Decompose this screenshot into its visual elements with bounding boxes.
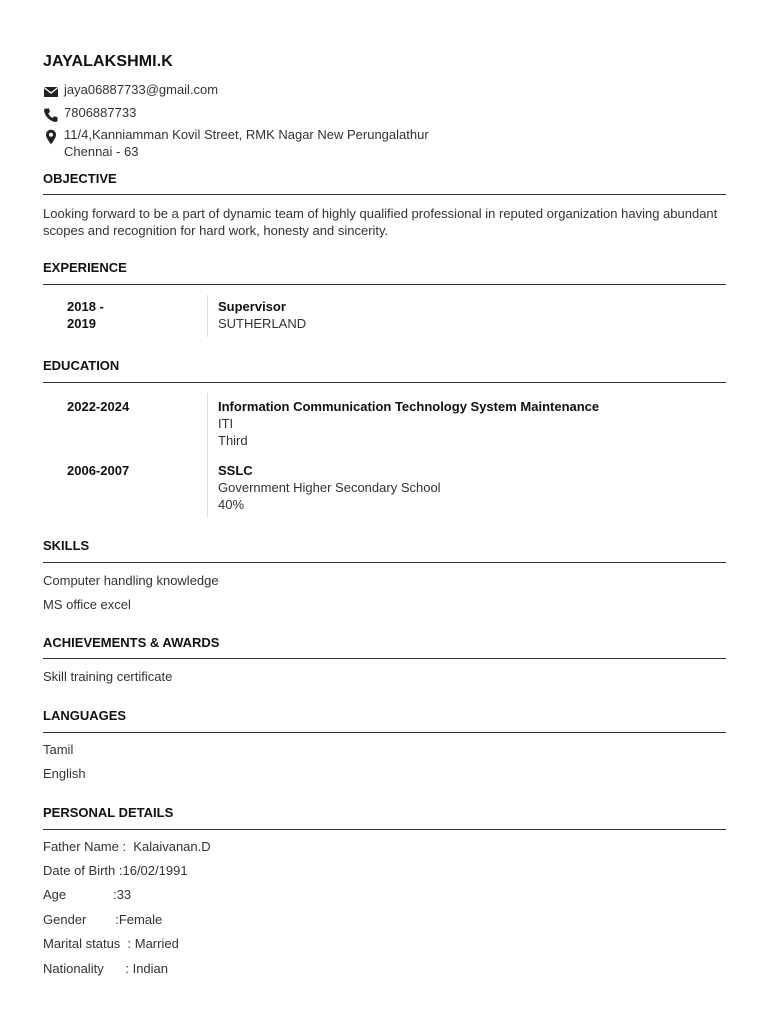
experience-date bbox=[67, 298, 187, 332]
languages-divider bbox=[43, 732, 726, 733]
phone-text: 7806887733 bbox=[64, 105, 137, 120]
education-institute: ITI bbox=[218, 416, 234, 431]
education-result: 40% bbox=[218, 497, 245, 512]
experience-company: SUTHERLAND bbox=[218, 316, 307, 331]
skill-item: MS office excel bbox=[43, 597, 131, 612]
personal-details-heading: PERSONAL DETAILS bbox=[43, 805, 174, 820]
languages-heading: LANGUAGES bbox=[43, 708, 127, 723]
education-date: 2006-2007 bbox=[67, 463, 130, 478]
personal-detail-row: Age :33 bbox=[43, 887, 132, 902]
language-item: English bbox=[43, 766, 86, 781]
map-pin-icon bbox=[43, 129, 59, 145]
personal-detail-row: Father Name : Kalaivanan.D bbox=[43, 839, 211, 854]
education-course: Information Communication Technology System Maintenance bbox=[218, 399, 600, 414]
experience-heading: EXPERIENCE bbox=[43, 260, 127, 275]
experience-role: Supervisor bbox=[218, 299, 286, 314]
personal-details-divider bbox=[43, 829, 726, 830]
language-item: Tamil bbox=[43, 742, 74, 757]
personal-detail-row: Gender :Female bbox=[43, 912, 163, 927]
achievement-item: Skill training certificate bbox=[43, 669, 173, 684]
address-line-2: Chennai - 63 bbox=[64, 144, 139, 159]
email-text: jaya06887733@gmail.com bbox=[64, 82, 219, 97]
education-divider bbox=[43, 382, 726, 383]
education-entry bbox=[218, 398, 599, 449]
education-heading: EDUCATION bbox=[43, 358, 120, 373]
education-institute: Government Higher Secondary School bbox=[218, 480, 441, 495]
education-timeline-bar bbox=[207, 393, 208, 517]
skills-heading: SKILLS bbox=[43, 538, 90, 553]
experience-date-start: 2018 - bbox=[67, 299, 104, 314]
envelope-icon bbox=[43, 84, 59, 100]
candidate-name: JAYALAKSHMI.K bbox=[43, 53, 173, 70]
experience-entry bbox=[218, 298, 306, 332]
education-result: Third bbox=[218, 433, 248, 448]
address-line-1: 11/4,Kanniamman Kovil Street, RMK Nagar New Perungalathur bbox=[64, 127, 429, 142]
achievements-divider bbox=[43, 658, 726, 659]
objective-heading: OBJECTIVE bbox=[43, 171, 117, 186]
skills-divider bbox=[43, 562, 726, 563]
objective-divider bbox=[43, 194, 726, 195]
personal-detail-row: Nationality : Indian bbox=[43, 961, 169, 976]
education-entry bbox=[218, 462, 441, 513]
achievements-heading: ACHIEVEMENTS & AWARDS bbox=[43, 635, 220, 650]
experience-divider bbox=[43, 284, 726, 285]
personal-detail-row: Marital status : Married bbox=[43, 936, 179, 951]
education-date: 2022-2024 bbox=[67, 399, 130, 414]
experience-timeline-bar bbox=[207, 295, 208, 337]
phone-icon bbox=[43, 107, 59, 123]
skill-item: Computer handling knowledge bbox=[43, 573, 219, 588]
personal-detail-row: Date of Birth :16/02/1991 bbox=[43, 863, 188, 878]
education-course: SSLC bbox=[218, 463, 253, 478]
objective-text: Looking forward to be a part of dynamic team of highly qualified professional in reputed organization having abundant scopes and recognition for hard work, honesty and sincerity. bbox=[43, 206, 718, 238]
experience-date-end: 2019 bbox=[67, 316, 96, 331]
